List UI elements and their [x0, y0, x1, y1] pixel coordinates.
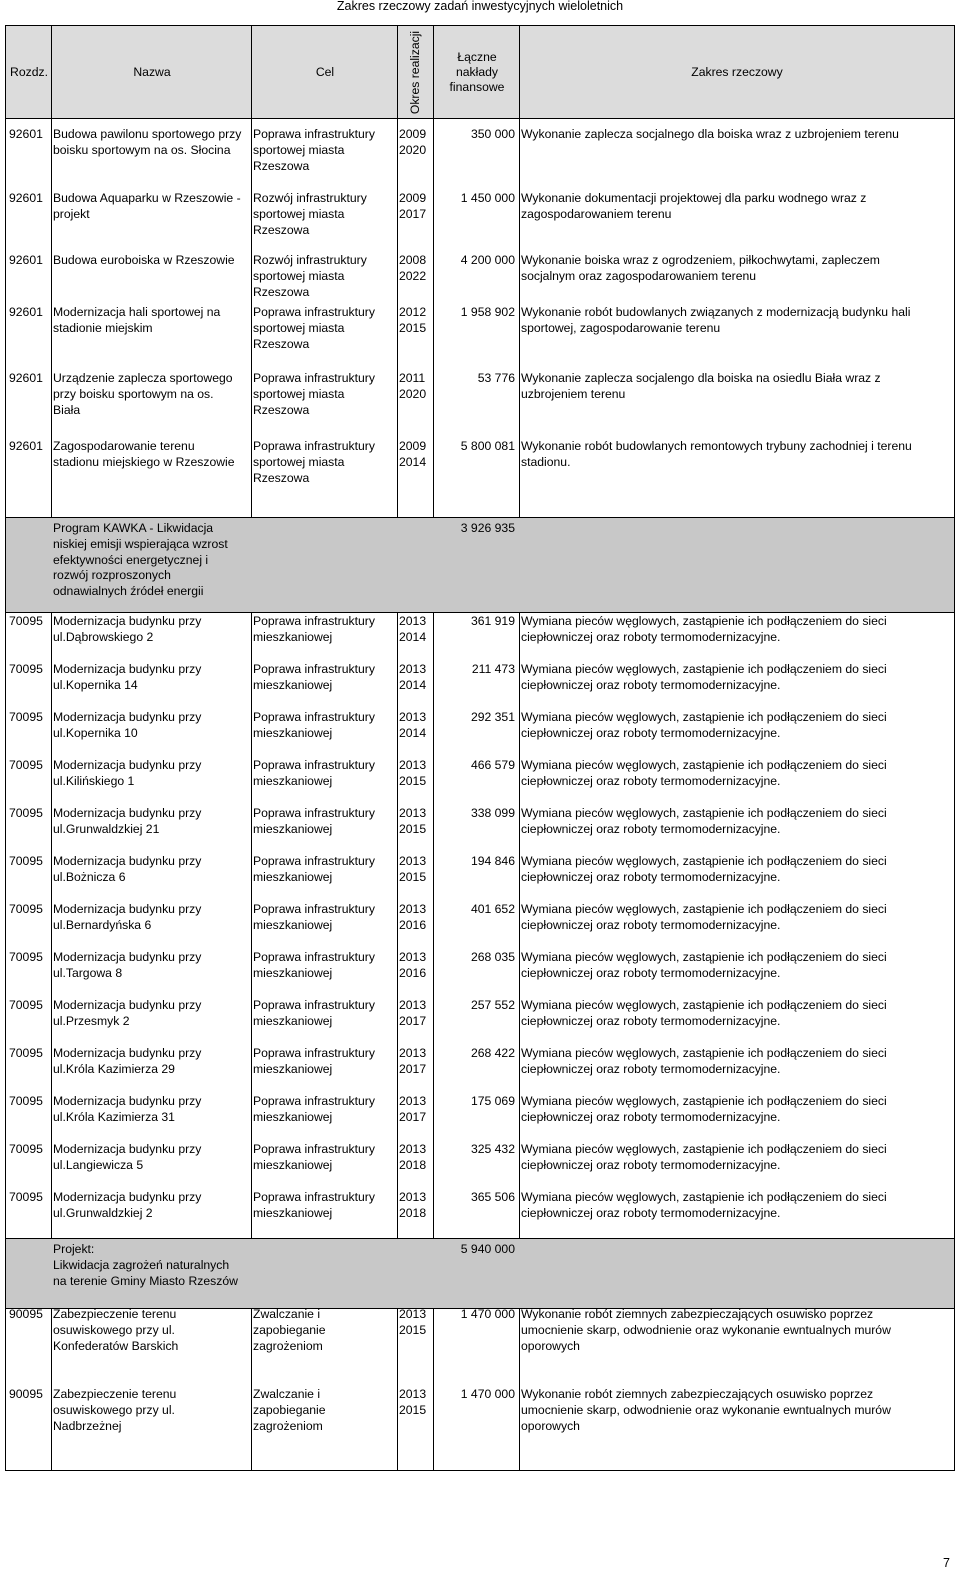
name-cell: Modernizacja budynku przy ul.Kopernika 14: [53, 662, 202, 692]
rozdz-cell: 70095: [9, 854, 43, 868]
name-cell: Modernizacja budynku przy ul.Bożnicza 6: [53, 854, 202, 884]
scope-cell: Wymiana pieców węglowych, zastąpienie ich podłączeniem do sieci ciepłowniczej oraz roboty termomodernizacyjne.: [521, 902, 887, 932]
scope-cell: Wymiana pieców węglowych, zastąpienie ich podłączeniem do sieci ciepłowniczej oraz roboty termomodernizacyjne.: [521, 758, 887, 788]
name-cell: Modernizacja budynku przy ul.Kopernika 10: [53, 710, 202, 740]
name-cell: Modernizacja budynku przy ul.Bernardyńska 6: [53, 902, 202, 932]
period-cell: 2013 2016: [399, 950, 427, 980]
rozdz-cell: 92601: [9, 253, 43, 267]
cost-cell: 268 035: [470, 950, 515, 964]
goal-cell: Rozwój infrastruktury sportowej miasta Rzeszowa: [253, 253, 367, 299]
goal-cell: Poprawa infrastruktury mieszkaniowej: [253, 710, 375, 740]
rozdz-cell: 70095: [9, 614, 43, 628]
period-cell: 2013 2015: [399, 806, 427, 836]
rozdz-cell: 70095: [9, 758, 43, 772]
name-cell: Modernizacja budynku przy ul.Grunwaldzkiej 2: [53, 1190, 202, 1220]
period-cell: 2013 2015: [399, 854, 427, 884]
period-cell: 2009 2017: [399, 191, 427, 221]
rozdz-cell: 70095: [9, 806, 43, 820]
header-zakres: Zakres rzeczowy: [691, 64, 783, 79]
name-cell: Urządzenie zaplecza sportowego przy boisku sportowym na os. Biała: [53, 371, 233, 417]
name-cell: Zagospodarowanie terenu stadionu miejskiego w Rzeszowie: [53, 439, 235, 469]
rozdz-cell: 70095: [9, 1142, 43, 1156]
goal-cell: Poprawa infrastruktury mieszkaniowej: [253, 758, 375, 788]
cost-cell: 53 776: [477, 371, 515, 385]
name-cell: Zabezpieczenie terenu osuwiskowego przy ul. Nadbrzeżnej: [53, 1387, 177, 1433]
name-cell: Budowa pawilonu sportowego przy boisku sportowym na os. Słocina: [53, 127, 242, 157]
investment-table: [5, 25, 955, 1471]
goal-cell: Poprawa infrastruktury mieszkaniowej: [253, 950, 375, 980]
scope-cell: Wymiana pieców węglowych, zastąpienie ich podłączeniem do sieci ciepłowniczej oraz roboty termomodernizacyjne.: [521, 1190, 887, 1220]
project-hazards-band-title: Projekt: Likwidacja zagrożeń naturalnych na terenie Gminy Miasto Rzeszów: [53, 1242, 238, 1288]
row-divider: [6, 517, 954, 518]
name-cell: Zabezpieczenie terenu osuwiskowego przy ul. Konfederatów Barskich: [53, 1307, 179, 1353]
program-kawka-band-amount: 3 926 935: [460, 521, 515, 535]
name-cell: Modernizacja budynku przy ul.Targowa 8: [53, 950, 202, 980]
cost-cell: 257 552: [470, 998, 515, 1012]
name-cell: Modernizacja budynku przy ul.Kilińskiego 1: [53, 758, 202, 788]
rozdz-cell: 90095: [9, 1387, 43, 1401]
period-cell: 2013 2015: [399, 1387, 427, 1417]
goal-cell: Poprawa infrastruktury sportowej miasta Rzeszowa: [253, 439, 375, 485]
period-cell: 2013 2015: [399, 1307, 427, 1337]
name-cell: Modernizacja budynku przy ul.Przesmyk 2: [53, 998, 202, 1028]
rozdz-cell: 70095: [9, 1190, 43, 1204]
page-number: 7: [943, 1556, 950, 1570]
cost-cell: 325 432: [470, 1142, 515, 1156]
name-cell: Modernizacja budynku przy ul.Dąbrowskiego 2: [53, 614, 202, 644]
document-title: Zakres rzeczowy zadań inwestycyjnych wieloletnich: [336, 0, 624, 13]
goal-cell: Poprawa infrastruktury mieszkaniowej: [253, 902, 375, 932]
name-cell: Modernizacja budynku przy ul.Króla Kazimierza 29: [53, 1046, 202, 1076]
period-cell: 2013 2017: [399, 1046, 427, 1076]
period-cell: 2009 2020: [399, 127, 427, 157]
scope-cell: Wykonanie boiska wraz z ogrodzeniem, piłkochwytami, zapleczem socjalnym oraz zagospodarowaniem terenu: [521, 253, 880, 283]
goal-cell: Zwalczanie i zapobieganie zagrożeniom: [253, 1387, 326, 1433]
period-cell: 2013 2015: [399, 758, 427, 788]
cost-cell: 338 099: [470, 806, 515, 820]
scope-cell: Wykonanie zaplecza socjalnego dla boiska wraz z uzbrojeniem terenu: [521, 127, 899, 141]
row-divider: [6, 1238, 954, 1239]
row-divider: [6, 612, 954, 613]
goal-cell: Poprawa infrastruktury mieszkaniowej: [253, 806, 375, 836]
rozdz-cell: 92601: [9, 191, 43, 205]
scope-cell: Wykonanie robót budowlanych związanych z modernizacją budynku hali sportowej, zagospodarowanie terenu: [521, 305, 911, 335]
rozdz-cell: 70095: [9, 950, 43, 964]
goal-cell: Poprawa infrastruktury mieszkaniowej: [253, 1190, 375, 1220]
name-cell: Budowa euroboiska w Rzeszowie: [53, 253, 235, 267]
period-cell: 2009 2014: [399, 439, 427, 469]
rozdz-cell: 70095: [9, 662, 43, 676]
cost-cell: 401 652: [470, 902, 515, 916]
rozdz-cell: 70095: [9, 1094, 43, 1108]
rozdz-cell: 70095: [9, 998, 43, 1012]
period-cell: 2011 2020: [399, 371, 427, 401]
cost-cell: 1 958 902: [460, 305, 515, 319]
cost-cell: 4 200 000: [460, 253, 515, 267]
cost-cell: 350 000: [470, 127, 515, 141]
goal-cell: Poprawa infrastruktury mieszkaniowej: [253, 998, 375, 1028]
period-cell: 2013 2016: [399, 902, 427, 932]
cost-cell: 175 069: [470, 1094, 515, 1108]
scope-cell: Wykonanie robót ziemnych zabezpieczających osuwisko poprzez umocnienie skarp, odwodnienie oraz wykonanie ewntualnych murów oporowych: [521, 1307, 891, 1353]
scope-cell: Wymiana pieców węglowych, zastąpienie ich podłączeniem do sieci ciepłowniczej oraz roboty termomodernizacyjne.: [521, 806, 887, 836]
period-cell: 2012 2015: [399, 305, 427, 335]
goal-cell: Rozwój infrastruktury sportowej miasta Rzeszowa: [253, 191, 367, 237]
cost-cell: 5 800 081: [460, 439, 515, 453]
header-nazwa: Nazwa: [133, 64, 171, 79]
scope-cell: Wymiana pieców węglowych, zastąpienie ich podłączeniem do sieci ciepłowniczej oraz roboty termomodernizacyjne.: [521, 1142, 887, 1172]
scope-cell: Wymiana pieców węglowych, zastąpienie ich podłączeniem do sieci ciepłowniczej oraz roboty termomodernizacyjne.: [521, 1094, 887, 1124]
table-header: [6, 26, 954, 119]
period-cell: 2013 2014: [399, 662, 427, 692]
goal-cell: Poprawa infrastruktury mieszkaniowej: [253, 854, 375, 884]
rozdz-cell: 70095: [9, 710, 43, 724]
goal-cell: Poprawa infrastruktury mieszkaniowej: [253, 1142, 375, 1172]
goal-cell: Poprawa infrastruktury mieszkaniowej: [253, 614, 375, 644]
goal-cell: Poprawa infrastruktury mieszkaniowej: [253, 1094, 375, 1124]
program-kawka-band-title: Program KAWKA - Likwidacja niskiej emisji wspierająca wzrost efektywności energetycznej i rozwój rozproszonych odnawialnych źródeł energii: [53, 521, 228, 599]
period-cell: 2013 2018: [399, 1190, 427, 1220]
goal-cell: Poprawa infrastruktury sportowej miasta Rzeszowa: [253, 305, 375, 351]
scope-cell: Wykonanie dokumentacji projektowej dla parku wodnego wraz z zagospodarowaniem terenu: [521, 191, 867, 221]
header-rozdz: Rozdz.: [10, 64, 48, 79]
cost-cell: 1 470 000: [460, 1307, 515, 1321]
name-cell: Budowa Aquaparku w Rzeszowie - projekt: [53, 191, 241, 221]
scope-cell: Wykonanie robót budowlanych remontowych trybuny zachodniej i terenu stadionu.: [521, 439, 912, 469]
period-cell: 2013 2017: [399, 1094, 427, 1124]
name-cell: Modernizacja budynku przy ul.Grunwaldzkiej 21: [53, 806, 202, 836]
goal-cell: Poprawa infrastruktury sportowej miasta Rzeszowa: [253, 127, 375, 173]
period-cell: 2013 2017: [399, 998, 427, 1028]
scope-cell: Wykonanie zaplecza socjalengo dla boiska na osiedlu Biała wraz z uzbrojeniem terenu: [521, 371, 881, 401]
rozdz-cell: 90095: [9, 1307, 43, 1321]
goal-cell: Poprawa infrastruktury mieszkaniowej: [253, 662, 375, 692]
name-cell: Modernizacja hali sportowej na stadionie miejskim: [53, 305, 221, 335]
cost-cell: 361 919: [470, 614, 515, 628]
rozdz-cell: 70095: [9, 902, 43, 916]
scope-cell: Wykonanie robót ziemnych zabezpieczających osuwisko poprzez umocnienie skarp, odwodnienie oraz wykonanie ewntualnych murów oporowych: [521, 1387, 891, 1433]
scope-cell: Wymiana pieców węglowych, zastąpienie ich podłączeniem do sieci ciepłowniczej oraz roboty termomodernizacyjne.: [521, 854, 887, 884]
period-cell: 2013 2014: [399, 710, 427, 740]
name-cell: Modernizacja budynku przy ul.Króla Kazimierza 31: [53, 1094, 202, 1124]
cost-cell: 1 450 000: [460, 191, 515, 205]
goal-cell: Poprawa infrastruktury sportowej miasta Rzeszowa: [253, 371, 375, 417]
goal-cell: Zwalczanie i zapobieganie zagrożeniom: [253, 1307, 326, 1353]
rozdz-cell: 92601: [9, 439, 43, 453]
header-cel: Cel: [315, 64, 335, 79]
period-cell: 2013 2014: [399, 614, 427, 644]
rozdz-cell: 92601: [9, 371, 43, 385]
rozdz-cell: 92601: [9, 305, 43, 319]
rozdz-cell: 70095: [9, 1046, 43, 1060]
name-cell: Modernizacja budynku przy ul.Langiewicza 5: [53, 1142, 202, 1172]
scope-cell: Wymiana pieców węglowych, zastąpienie ich podłączeniem do sieci ciepłowniczej oraz roboty termomodernizacyjne.: [521, 998, 887, 1028]
header-naklady: Łączne nakłady finansowe: [449, 49, 505, 94]
cost-cell: 268 422: [470, 1046, 515, 1060]
cost-cell: 1 470 000: [460, 1387, 515, 1401]
scope-cell: Wymiana pieców węglowych, zastąpienie ich podłączeniem do sieci ciepłowniczej oraz roboty termomodernizacyjne.: [521, 614, 887, 644]
scope-cell: Wymiana pieców węglowych, zastąpienie ich podłączeniem do sieci ciepłowniczej oraz roboty termomodernizacyjne.: [521, 950, 887, 980]
cost-cell: 292 351: [470, 710, 515, 724]
goal-cell: Poprawa infrastruktury mieszkaniowej: [253, 1046, 375, 1076]
scope-cell: Wymiana pieców węglowych, zastąpienie ich podłączeniem do sieci ciepłowniczej oraz roboty termomodernizacyjne.: [521, 1046, 887, 1076]
scope-cell: Wymiana pieców węglowych, zastąpienie ich podłączeniem do sieci ciepłowniczej oraz roboty termomodernizacyjne.: [521, 662, 887, 692]
cost-cell: 211 473: [471, 662, 515, 676]
cost-cell: 365 506: [470, 1190, 515, 1204]
cost-cell: 466 579: [470, 758, 515, 772]
header-okres: Okres realizacji: [408, 30, 423, 114]
scope-cell: Wymiana pieców węglowych, zastąpienie ich podłączeniem do sieci ciepłowniczej oraz roboty termomodernizacyjne.: [521, 710, 887, 740]
rozdz-cell: 92601: [9, 127, 43, 141]
project-hazards-band-amount: 5 940 000: [460, 1242, 515, 1256]
cost-cell: 194 846: [470, 854, 515, 868]
period-cell: 2013 2018: [399, 1142, 427, 1172]
period-cell: 2008 2022: [399, 253, 427, 283]
